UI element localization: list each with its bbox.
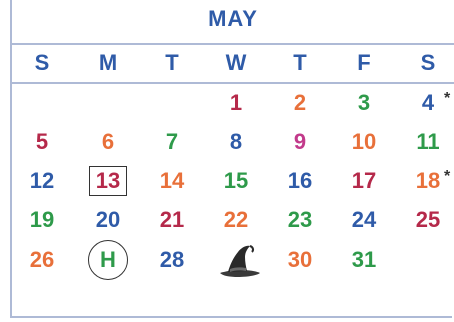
weekday-tuesday: T — [165, 50, 179, 75]
date-label: 10 — [351, 129, 377, 154]
weekday-saturday: S — [420, 50, 436, 75]
date-label: 21 — [159, 207, 185, 232]
date-label: 6 — [101, 129, 115, 154]
calendar-date — [214, 166, 258, 196]
date-label: 30 — [287, 247, 313, 272]
calendar-date — [150, 127, 194, 157]
calendar-date — [150, 205, 194, 235]
title-divider — [12, 43, 454, 45]
calendar-date — [86, 166, 130, 196]
calendar-date — [406, 127, 450, 157]
date-label: H — [88, 240, 128, 280]
date-label: 22 — [223, 207, 249, 232]
date-label: 9 — [293, 129, 307, 154]
date-label: 17 — [351, 168, 377, 193]
calendar-date — [406, 166, 450, 196]
asterisk-mark: * — [444, 90, 451, 107]
calendar-date — [20, 205, 64, 235]
asterisk-mark: * — [444, 168, 451, 185]
date-label: 12 — [29, 168, 55, 193]
date-label: 3 — [357, 90, 371, 115]
weekday-monday: M — [98, 50, 118, 75]
weekday-sunday: S — [34, 50, 50, 75]
weekday-divider — [12, 82, 454, 84]
calendar-date — [278, 245, 322, 275]
calendar-date — [342, 88, 386, 118]
weekday-header-row — [0, 50, 454, 80]
date-label: 26 — [29, 247, 55, 272]
calendar-date — [214, 205, 258, 235]
calendar-date — [278, 88, 322, 118]
date-label: 8 — [229, 129, 243, 154]
calendar-date — [20, 245, 64, 275]
calendar-date — [150, 166, 194, 196]
date-label: 15 — [223, 168, 249, 193]
holiday-marker — [86, 245, 130, 275]
date-label: 11 — [416, 129, 440, 154]
date-label: 20 — [95, 207, 121, 232]
date-label: 19 — [29, 207, 55, 232]
calendar-date — [342, 205, 386, 235]
date-label: 23 — [287, 207, 313, 232]
calendar-date — [406, 205, 450, 235]
date-label: 25 — [415, 207, 441, 232]
calendar-date — [86, 205, 130, 235]
calendar-date — [278, 166, 322, 196]
date-label: 18 — [415, 168, 441, 193]
date-label: 4 — [421, 90, 435, 115]
date-label: 7 — [165, 129, 179, 154]
weekday-friday: F — [357, 50, 371, 75]
calendar-date — [150, 245, 194, 275]
calendar-date — [86, 127, 130, 157]
month-title: MAY — [208, 6, 258, 31]
date-label: 31 — [351, 247, 377, 272]
calendar-date — [342, 166, 386, 196]
date-label: 16 — [287, 168, 313, 193]
date-label: 13 — [89, 166, 127, 196]
calendar-date — [278, 205, 322, 235]
date-label: 14 — [159, 168, 185, 193]
calendar-date — [342, 127, 386, 157]
calendar-date — [214, 88, 258, 118]
date-label: 2 — [293, 90, 307, 115]
calendar-date — [406, 88, 450, 118]
date-label: 28 — [159, 247, 185, 272]
witch-hat-icon — [214, 243, 264, 279]
calendar-date — [20, 127, 64, 157]
weekday-thursday: T — [293, 50, 307, 75]
date-label: 5 — [35, 129, 49, 154]
calendar-date — [342, 245, 386, 275]
calendar-date — [20, 166, 64, 196]
calendar-date — [214, 127, 258, 157]
calendar-date — [278, 127, 322, 157]
date-label: 1 — [229, 90, 243, 115]
weekday-wednesday: W — [225, 50, 247, 75]
date-label: 24 — [351, 207, 377, 232]
